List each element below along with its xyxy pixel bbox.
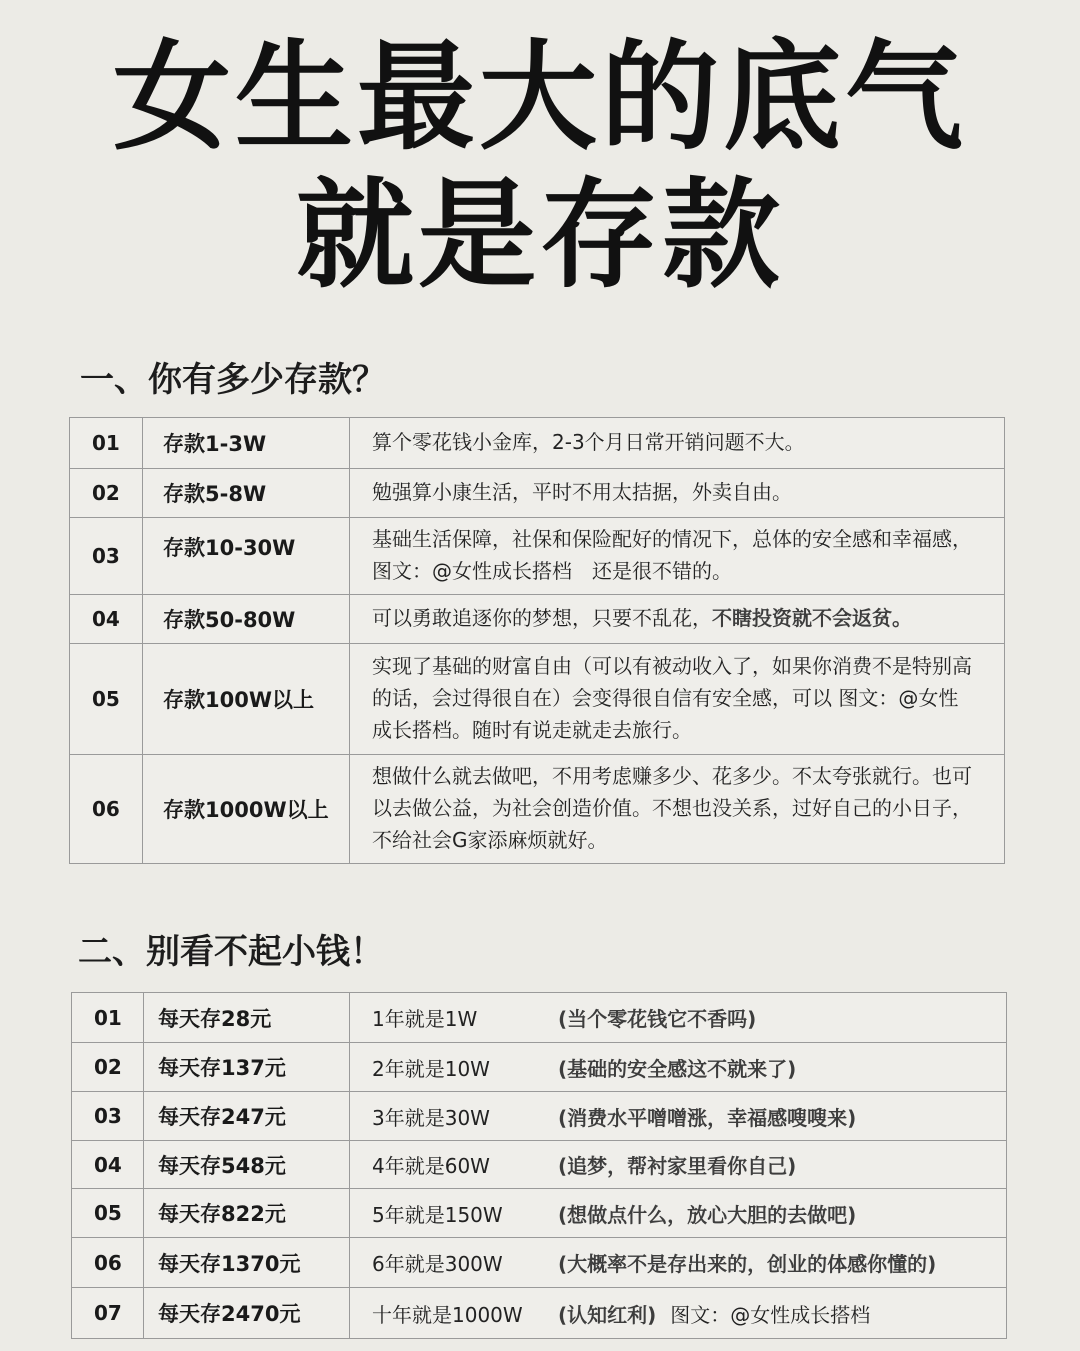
savings-result bbox=[350, 1288, 1007, 1339]
savings-amount: 存款50-80W bbox=[143, 595, 350, 644]
accumulated-total: 2年就是10W bbox=[372, 1056, 490, 1081]
table-row bbox=[70, 755, 1005, 864]
savings-description bbox=[350, 595, 1005, 644]
accumulated-total: 6年就是300W bbox=[372, 1252, 503, 1276]
savings-result bbox=[350, 1189, 1007, 1238]
table-row bbox=[72, 993, 1007, 1043]
savings-description: 算个零花钱小金库，2-3个月日常开销问题不大。 bbox=[350, 418, 1005, 469]
row-number: 03 bbox=[72, 1092, 144, 1141]
savings-amount: 存款10-30W bbox=[143, 518, 350, 595]
table-row bbox=[72, 1141, 1007, 1189]
savings-result bbox=[350, 1141, 1007, 1189]
savings-amount: 存款1-3W bbox=[143, 418, 350, 469]
savings-result bbox=[350, 1238, 1007, 1288]
result-note: (大概率不是存出来的，创业的体感你懂的) bbox=[558, 1252, 937, 1276]
accumulated-total: 十年就是1000W bbox=[372, 1302, 523, 1327]
daily-savings-table bbox=[71, 992, 1007, 1339]
row-number: 02 bbox=[70, 469, 143, 518]
row-number: 03 bbox=[70, 518, 143, 595]
result-note: (追梦，帮衬家里看你自己) bbox=[558, 1154, 797, 1178]
result-note: (基础的安全感这不就来了) bbox=[558, 1056, 797, 1081]
result-note: (认知红利) bbox=[558, 1302, 657, 1327]
table-row bbox=[70, 644, 1005, 755]
accumulated-total: 4年就是60W bbox=[372, 1154, 490, 1178]
daily-amount: 每天存2470元 bbox=[144, 1288, 350, 1339]
table-row bbox=[72, 1238, 1007, 1288]
savings-level-table bbox=[69, 417, 1005, 864]
row-number: 05 bbox=[72, 1189, 144, 1238]
accumulated-total: 5年就是150W bbox=[372, 1202, 503, 1227]
accumulated-total: 1年就是1W bbox=[372, 1007, 478, 1031]
savings-description: 基础生活保障，社保和保险配好的情况下，总体的安全感和幸福感，图文：@女性成长搭档 还是很不错的。 bbox=[350, 518, 1005, 595]
row-number: 06 bbox=[72, 1238, 144, 1288]
row-number: 07 bbox=[72, 1288, 144, 1339]
savings-description: 勉强算小康生活，平时不用太拮据，外卖自由。 bbox=[350, 469, 1005, 518]
row-number: 05 bbox=[70, 644, 143, 755]
row-number: 01 bbox=[70, 418, 143, 469]
credit-text: 图文：@女性成长搭档 bbox=[670, 1302, 871, 1327]
table-row bbox=[72, 1288, 1007, 1339]
daily-amount: 每天存1370元 bbox=[144, 1238, 350, 1288]
savings-result bbox=[350, 993, 1007, 1043]
table-row bbox=[70, 518, 1005, 595]
table-row bbox=[72, 1043, 1007, 1092]
result-note: (消费水平噌噌涨，幸福感嗖嗖来) bbox=[558, 1105, 857, 1130]
table-row bbox=[70, 469, 1005, 518]
daily-amount: 每天存548元 bbox=[144, 1141, 350, 1189]
result-note: (想做点什么，放心大胆的去做吧) bbox=[558, 1202, 857, 1227]
highlighted-text: 不瞎投资就不会返贫。 bbox=[712, 606, 912, 630]
description-text: 可以勇敢追逐你的梦想，只要不乱花， bbox=[372, 606, 712, 630]
page-title-line-1: 女生最大的底气 bbox=[112, 28, 967, 166]
daily-amount: 每天存28元 bbox=[144, 993, 350, 1043]
savings-amount: 存款5-8W bbox=[143, 469, 350, 518]
table-row bbox=[72, 1189, 1007, 1238]
row-number: 02 bbox=[72, 1043, 144, 1092]
section-2-heading: 二、别看不起小钱！ bbox=[78, 932, 384, 972]
accumulated-total: 3年就是30W bbox=[372, 1105, 490, 1130]
row-number: 06 bbox=[70, 755, 143, 864]
savings-description: 想做什么就去做吧，不用考虑赚多少、花多少。不太夸张就行。也可以去做公益，为社会创造价值。不想也没关系，过好自己的小日子，不给社会G家添麻烦就好。 bbox=[350, 755, 1005, 864]
row-number: 04 bbox=[72, 1141, 144, 1189]
daily-amount: 每天存247元 bbox=[144, 1092, 350, 1141]
table-row bbox=[72, 1092, 1007, 1141]
section-1-heading: 一、你有多少存款？ bbox=[80, 360, 386, 400]
savings-amount: 存款1000W以上 bbox=[143, 755, 350, 864]
result-note: (当个零花钱它不香吗) bbox=[558, 1007, 757, 1031]
table-row bbox=[70, 595, 1005, 644]
savings-result bbox=[350, 1092, 1007, 1141]
savings-description: 实现了基础的财富自由（可以有被动收入了，如果你消费不是特别高的话，会过得很自在）会变得很自信有安全感，可以 图文：@女性成长搭档。随时有说走就走去旅行。 bbox=[350, 644, 1005, 755]
row-number: 04 bbox=[70, 595, 143, 644]
daily-amount: 每天存822元 bbox=[144, 1189, 350, 1238]
savings-result bbox=[350, 1043, 1007, 1092]
page-title-line-2: 就是存款 bbox=[295, 166, 784, 304]
table-row bbox=[70, 418, 1005, 469]
savings-amount: 存款100W以上 bbox=[143, 644, 350, 755]
daily-amount: 每天存137元 bbox=[144, 1043, 350, 1092]
row-number: 01 bbox=[72, 993, 144, 1043]
